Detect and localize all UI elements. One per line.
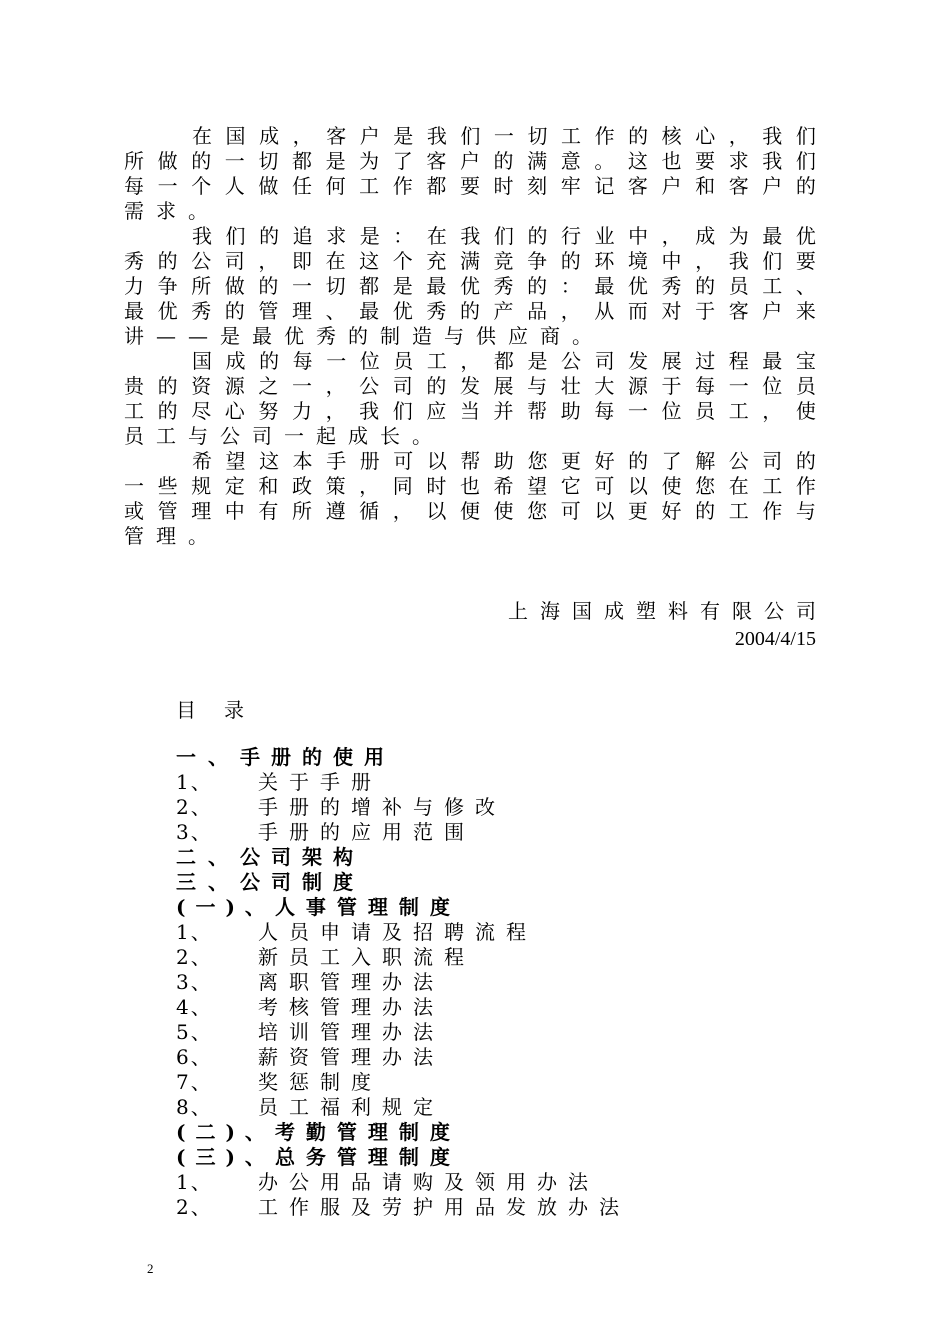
intro-text — [124, 124, 816, 549]
toc-item-number: (三)、 — [176, 1145, 275, 1169]
toc-item — [176, 870, 630, 895]
toc-item-number: 8、 — [176, 1095, 213, 1119]
toc-item-number: (二)、 — [176, 1120, 275, 1144]
intro-line: 讲 — — 是 最 优 秀 的 制 造 与 供 应 商 。 — [124, 324, 592, 348]
toc-item-number: 6、 — [176, 1045, 213, 1069]
toc-item — [176, 745, 630, 770]
toc-item-title: 关于手册 — [258, 770, 382, 794]
toc-item-number: 4、 — [176, 995, 213, 1019]
toc-item-number: 1、 — [176, 770, 213, 794]
toc-item — [176, 895, 630, 920]
toc-item-title: 员工福利规定 — [258, 1095, 444, 1119]
toc-item — [176, 1145, 630, 1170]
toc-item-number: 3、 — [176, 820, 213, 844]
toc-item-number: 2、 — [176, 1195, 213, 1219]
toc-item-title: 公司制度 — [240, 870, 364, 894]
intro-line: 秀 的 公 司 ， 即 在 这 个 充 满 竞 争 的 环 境 中 ， 我 们 要 — [124, 249, 816, 273]
intro-line: 员 工 与 公 司 一 起 成 长 。 — [124, 424, 432, 448]
toc-item — [176, 945, 630, 970]
intro-line: 每 一 个 人 做 任 何 工 作 都 要 时 刻 牢 记 客 户 和 客 户 的 — [124, 174, 816, 198]
toc-item-title: 工作服及劳护用品发放办法 — [258, 1195, 630, 1219]
intro-line: 工 的 尽 心 努 力 ， 我 们 应 当 并 帮 助 每 一 位 员 工 ， 使 — [124, 399, 816, 423]
toc-item — [176, 795, 630, 820]
toc-item-title: 新员工入职流程 — [258, 945, 475, 969]
toc-item — [176, 1170, 630, 1195]
toc-item-number: 1、 — [176, 920, 213, 944]
intro-line: 国 成 的 每 一 位 员 工 ， 都 是 公 司 发 展 过 程 最 宝 — [192, 349, 816, 373]
toc-item-title: 手册的增补与修改 — [258, 795, 506, 819]
toc-item-number: 5、 — [176, 1020, 213, 1044]
toc-item — [176, 995, 630, 1020]
intro-line: 最 优 秀 的 管 理 、 最 优 秀 的 产 品 ， 从 而 对 于 客 户 来 — [124, 299, 816, 323]
toc-item-number: 7、 — [176, 1070, 213, 1094]
intro-line: 贵 的 资 源 之 一 ， 公 司 的 发 展 与 壮 大 源 于 每 一 位 员 — [124, 374, 816, 398]
toc-item-number: 3、 — [176, 970, 213, 994]
toc-item — [176, 1095, 630, 1120]
table-of-contents — [176, 745, 630, 1220]
toc-item-title: 考勤管理制度 — [274, 1120, 461, 1144]
intro-line: 所 做 的 一 切 都 是 为 了 客 户 的 满 意 。 这 也 要 求 我 们 — [124, 149, 816, 173]
toc-item-title: 办公用品请购及领用办法 — [258, 1170, 599, 1194]
toc-item-number: 三、 — [176, 870, 240, 894]
intro-line: 一 些 规 定 和 政 策 ， 同 时 也 希 望 它 可 以 使 您 在 工 作 — [124, 474, 816, 498]
toc-item-title: 手册的应用范围 — [258, 820, 475, 844]
toc-item — [176, 845, 630, 870]
toc-item — [176, 920, 630, 945]
toc-item-title: 薪资管理办法 — [258, 1045, 444, 1069]
toc-item-number: 二、 — [176, 845, 240, 869]
toc-item-title: 奖惩制度 — [258, 1070, 382, 1094]
toc-item-number: 2、 — [176, 795, 213, 819]
intro-line: 希 望 这 本 手 册 可 以 帮 助 您 更 好 的 了 解 公 司 的 — [192, 449, 816, 473]
toc-item — [176, 970, 630, 995]
signature-date: 2004/4/15 — [734, 628, 816, 650]
toc-item-title: 总务管理制度 — [274, 1145, 461, 1169]
intro-line: 力 争 所 做 的 一 切 都 是 最 优 秀 的 ： 最 优 秀 的 员 工 、 — [124, 274, 816, 298]
intro-line: 需 求 。 — [124, 199, 208, 223]
toc-item-title: 离职管理办法 — [258, 970, 444, 994]
toc-item-title: 考核管理办法 — [258, 995, 444, 1019]
intro-line: 管 理 。 — [124, 524, 208, 548]
toc-item — [176, 1070, 630, 1095]
intro-line: 我 们 的 追 求 是 ： 在 我 们 的 行 业 中 ， 成 为 最 优 — [192, 224, 816, 248]
toc-item-number: 2、 — [176, 945, 213, 969]
toc-item — [176, 1045, 630, 1070]
toc-title — [176, 696, 244, 724]
toc-item-number: 一、 — [176, 745, 240, 769]
company-name: 上海国成塑料有限公司 — [508, 599, 828, 623]
toc-item-title: 人事管理制度 — [274, 895, 461, 919]
toc-item — [176, 820, 630, 845]
toc-title-char: 目 — [176, 698, 196, 722]
toc-item-number: 1、 — [176, 1170, 213, 1194]
intro-line: 或 管 理 中 有 所 遵 循 ， 以 便 使 您 可 以 更 好 的 工 作 与 — [124, 499, 816, 523]
toc-item-title: 公司架构 — [240, 845, 364, 869]
toc-item-number: (一)、 — [176, 895, 275, 919]
intro-line: 在 国 成 ， 客 户 是 我 们 一 切 工 作 的 核 心 ， 我 们 — [192, 124, 816, 148]
toc-item — [176, 1195, 630, 1220]
toc-item-title: 手册的使用 — [240, 745, 395, 769]
toc-item — [176, 1120, 630, 1145]
signature-block — [508, 597, 828, 653]
toc-item-title: 人员申请及招聘流程 — [258, 920, 537, 944]
toc-item — [176, 1020, 630, 1045]
toc-item-title: 培训管理办法 — [258, 1020, 444, 1044]
toc-title-char: 录 — [224, 698, 244, 722]
page-number: 2 — [147, 1261, 154, 1276]
toc-item — [176, 770, 630, 795]
